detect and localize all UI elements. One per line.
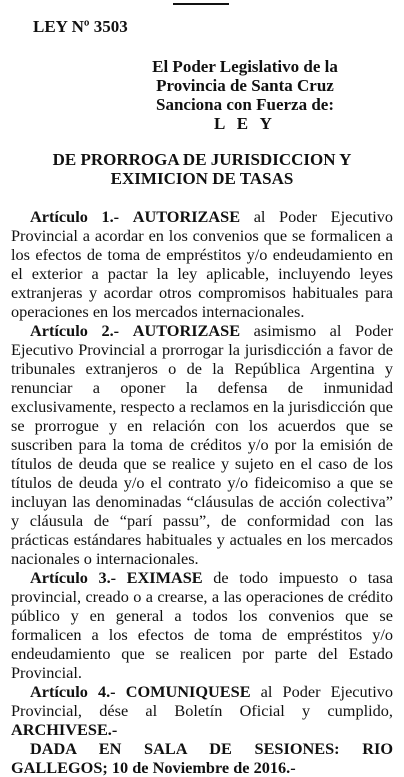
law-title-line-1: DE PRORROGA DE JURISDICCION Y — [52, 150, 352, 169]
article-3-label: Artículo 3.- — [30, 568, 117, 587]
enactment-line-4: L E Y — [214, 114, 276, 133]
enactment-formula — [100, 57, 390, 133]
article-2 — [11, 321, 393, 568]
closing-statement: DADA EN SALA DE SESIONES: RIO GALLEGOS; 10 de Noviembre de 2016.- — [11, 739, 393, 777]
law-title-line-2: EXIMICION DE TASAS — [110, 169, 294, 188]
article-4-text: al Poder Ejecutivo Provincial, dése al Boletín Oficial y cumplido, — [11, 682, 393, 720]
article-1-text: al Poder Ejecutivo Provincial a acordar en los convenios que se formalicen a los efectos de toma de empréstitos y/o endeudamiento en el exterior a pactar la ley aplicable, incluyendo leyes extranjeras y acordar otros compromisos habituales para operaciones en los mercados internacionales. — [11, 207, 394, 321]
article-1-label: Artículo 1.- — [30, 207, 120, 226]
article-1-keyword: AUTORIZASE — [132, 207, 241, 226]
law-number: LEY Nº 3503 — [33, 17, 128, 36]
article-1 — [11, 207, 393, 321]
enactment-line-2: Provincia de Santa Cruz — [156, 76, 334, 95]
law-body — [11, 207, 393, 777]
enactment-line-1: El Poder Legislativo de la — [152, 57, 338, 76]
article-3-text: de todo impuesto o tasa provincial, creado o a crearse, a las operaciones de crédito público y en general a todos los convenios que se formalicen a los efectos de toma de empréstitos y/o endeudamiento que se realicen por parte del Estado Provincial. — [11, 568, 394, 682]
article-4 — [11, 682, 393, 739]
enactment-line-3: Sanciona con Fuerza de: — [155, 95, 335, 114]
article-3-keyword: EXIMASE — [126, 568, 203, 587]
article-4-archive: ARCHIVESE.- — [11, 720, 118, 739]
law-title — [0, 150, 404, 188]
article-3 — [11, 568, 393, 682]
article-2-label: Artículo 2.- — [30, 321, 120, 340]
article-4-label: Artículo 4.- — [30, 682, 116, 701]
article-4-keyword: COMUNIQUESE — [125, 682, 251, 701]
article-2-keyword: AUTORIZASE — [132, 321, 241, 340]
article-2-text: asimismo al Poder Ejecutivo Provincial a prorrogar la jurisdicción a favor de tribunales extranjeros o de la República Argentina y renunciar a oponer la defensa de inmunidad exclusivamente, respecto a reclamos en la jurisdicción que se prorrogue y en relación con los acuerdos que se suscriben para la toma de créditos y/o por la emisión de títulos de deuda que se realice y sujeto en el caso de los títulos de deuda y/o el contrato y/o fideicomiso a que se incluyan las denominadas “cláusulas de acción colectiva” y cláusula de “parí passu”, de conformidad con las prácticas estándares habituales y actuales en los mercados nacionales o internacionales. — [11, 321, 393, 568]
top-divider — [173, 3, 229, 5]
